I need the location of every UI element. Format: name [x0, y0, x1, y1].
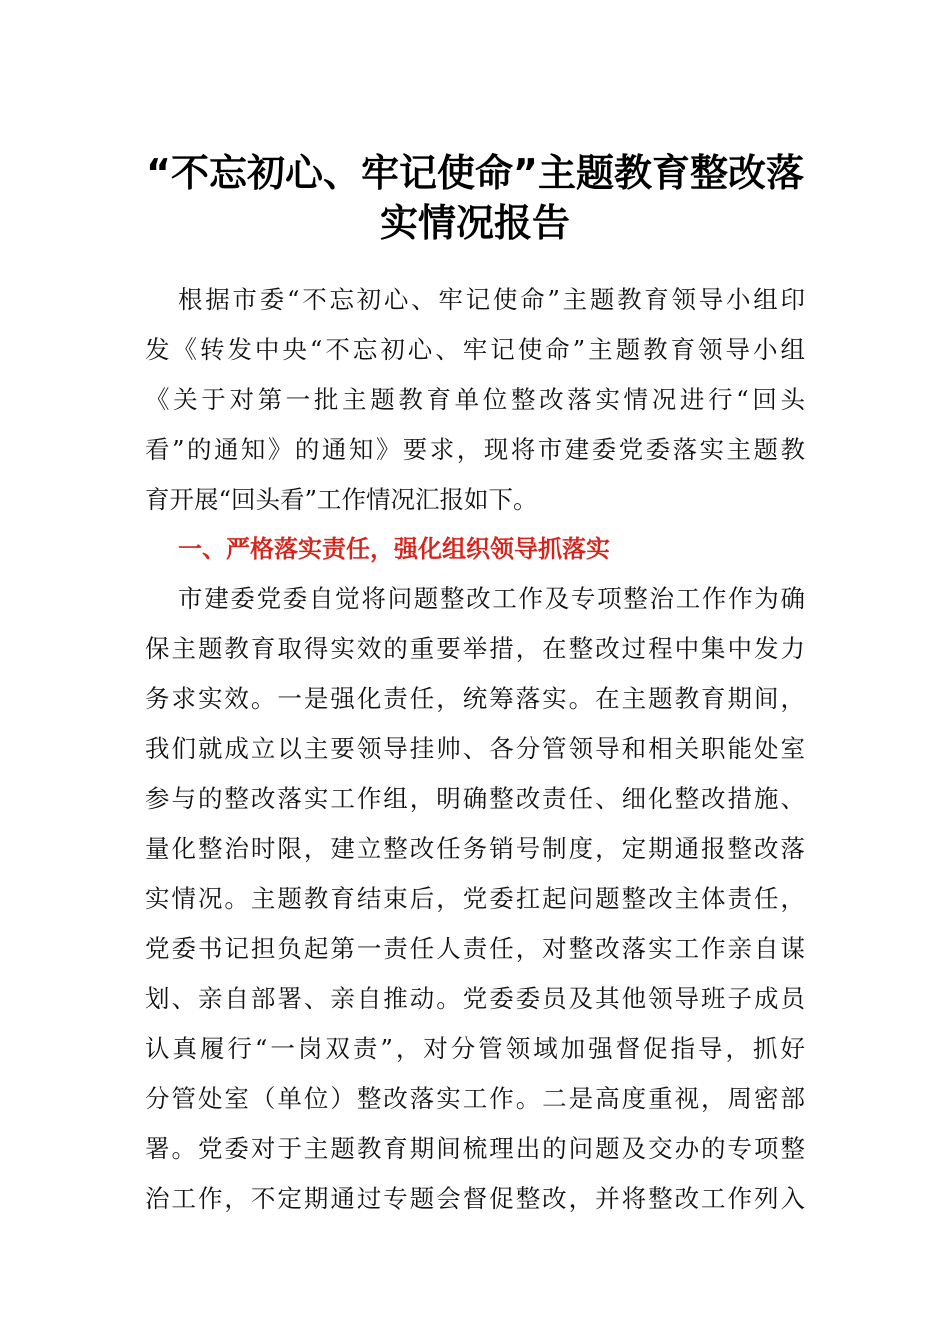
document-title-line-2: 实情况报告 [379, 201, 570, 245]
section-paragraph-line: 量化整治时限，建立整改任务销号制度，定期通报整改落 [145, 834, 805, 863]
section-paragraph-line: 党委书记担负起第一责任人责任，对整改落实工作亲自谋 [145, 934, 805, 963]
section-paragraph-line: 我们就成立以主要领导挂帅、各分管领导和相关职能处室 [145, 734, 805, 763]
section-paragraph-line: 市建委党委自觉将问题整改工作及专项整治工作作为确 [178, 584, 805, 613]
intro-paragraph-line: 《关于对第一批主题教育单位整改落实情况进行“回头 [145, 385, 805, 414]
section-paragraph-line: 划、亲自部署、亲自推动。党委委员及其他领导班子成员 [145, 984, 805, 1013]
intro-paragraph-line: 根据市委“不忘初心、牢记使命”主题教育领导小组印 [178, 285, 805, 314]
section-paragraph-line: 实情况。主题教育结束后，党委扛起问题整改主体责任， [145, 884, 805, 913]
section-paragraph-line: 保主题教育取得实效的重要举措，在整改过程中集中发力 [145, 634, 805, 663]
document-title-line-1: “不忘初心、牢记使命”主题教育整改落 [146, 151, 804, 195]
section-paragraph-line: 署。党委对于主题教育期间梳理出的问题及交办的专项整 [145, 1134, 805, 1163]
intro-paragraph-line: 育开展“回头看”工作情况汇报如下。 [145, 485, 538, 514]
section-paragraph-line: 分管处室（单位）整改落实工作。二是高度重视，周密部 [145, 1084, 805, 1113]
section-paragraph-line: 认真履行“一岗双责”，对分管领域加强督促指导，抓好 [145, 1034, 805, 1063]
section-paragraph-line: 务求实效。一是强化责任，统筹落实。在主题教育期间， [145, 684, 805, 713]
section-heading: 一、严格落实责任，强化组织领导抓落实 [178, 535, 610, 563]
section-paragraph-line: 参与的整改落实工作组，明确整改责任、细化整改措施、 [145, 784, 805, 813]
intro-paragraph-line: 发《转发中央“不忘初心、牢记使命”主题教育领导小组 [145, 335, 805, 364]
section-paragraph-line: 治工作，不定期通过专题会督促整改，并将整改工作列入 [145, 1184, 805, 1213]
intro-paragraph-line: 看”的通知》的通知》要求，现将市建委党委落实主题教 [145, 435, 805, 464]
